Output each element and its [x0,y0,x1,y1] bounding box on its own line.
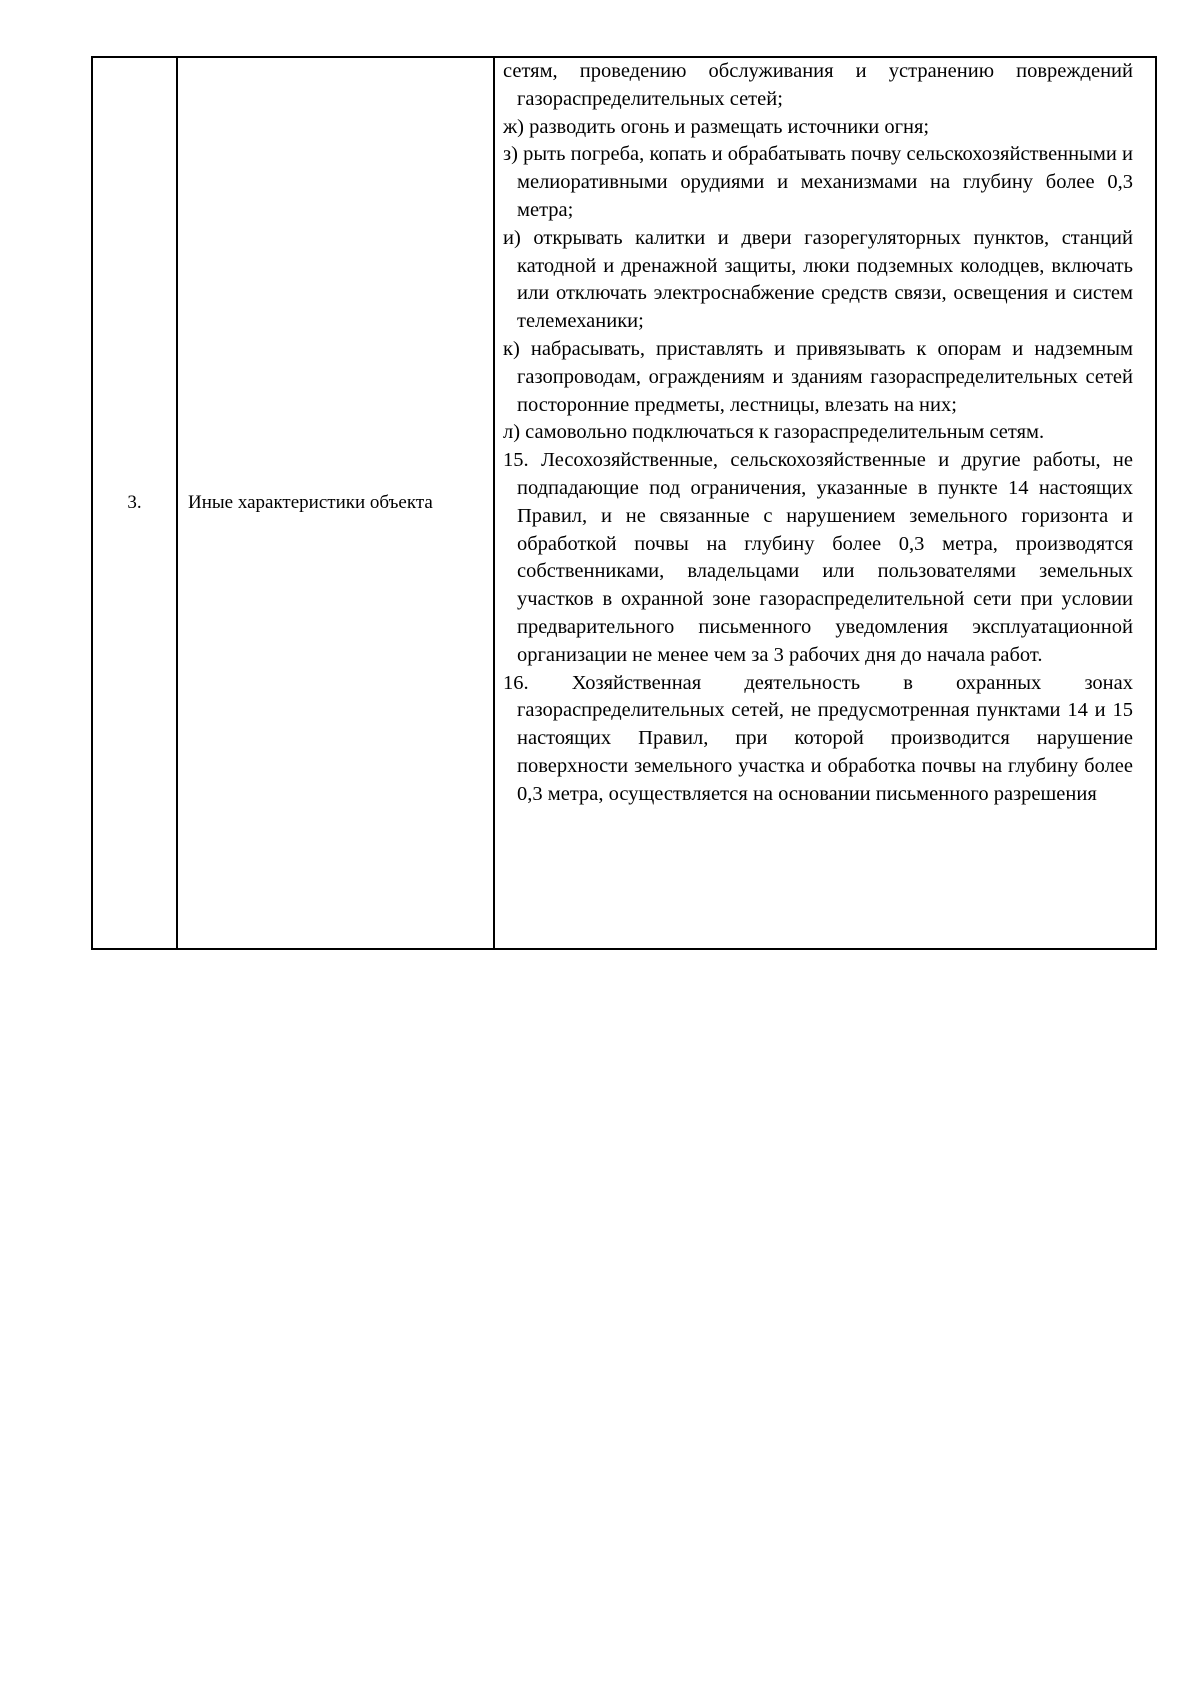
paragraph: ж) разводить огонь и размещать источники огня; [503,115,930,138]
paragraph: з) рыть погреба, копать и обрабатывать почву сельскохозяйственными и мелиоративными орудиями и механизмами на глубину более 0,3 метра; [503,143,1133,221]
characteristics-table [91,56,1157,950]
description-text [495,58,1155,948]
row-description [494,57,1156,949]
paragraph: сетям, проведению обслуживания и устранению повреждений газораспределительных сетей; [503,60,1133,110]
paragraph: л) самовольно подключаться к газораспределительным сетям. [503,421,1045,444]
paragraph: 15. Лесохозяйственные, сельскохозяйственные и другие работы, не подпадающие под ограничения, указанные в пункте 14 настоящих Правил, и не связанные с нарушением земельного горизонта и обработкой почвы на глубину более 0,3 метра, производятся собственниками, владельцами или пользователями земельных участков в охранной зоне газораспределительной сети при условии предварительного письменного уведомления эксплуатационной организации не менее чем за 3 рабочих дня до начала работ. [503,449,1133,666]
row-name: Иные характеристики объекта [177,57,494,949]
row-number: 3. [92,57,177,949]
paragraph: 16. Хозяйственная деятельность в охранных зонах газораспределительных сетей, не предусмотренная пунктами 14 и 15 настоящих Правил, при которой производится нарушение поверхности земельного участка и обработка почвы на глубину более 0,3 метра, осуществляется на основании письменного разрешения [503,671,1133,805]
paragraph: и) открывать калитки и двери газорегуляторных пунктов, станций катодной и дренажной защиты, люки подземных колодцев, включать или отключать электроснабжение средств связи, освещения и систем телемеханики; [503,226,1133,333]
paragraph: к) набрасывать, приставлять и привязывать к опорам и надземным газопроводам, ограждениям и зданиям газораспределительных сетей посторонние предметы, лестницы, влезать на них; [503,337,1133,416]
table-row [92,57,1156,949]
